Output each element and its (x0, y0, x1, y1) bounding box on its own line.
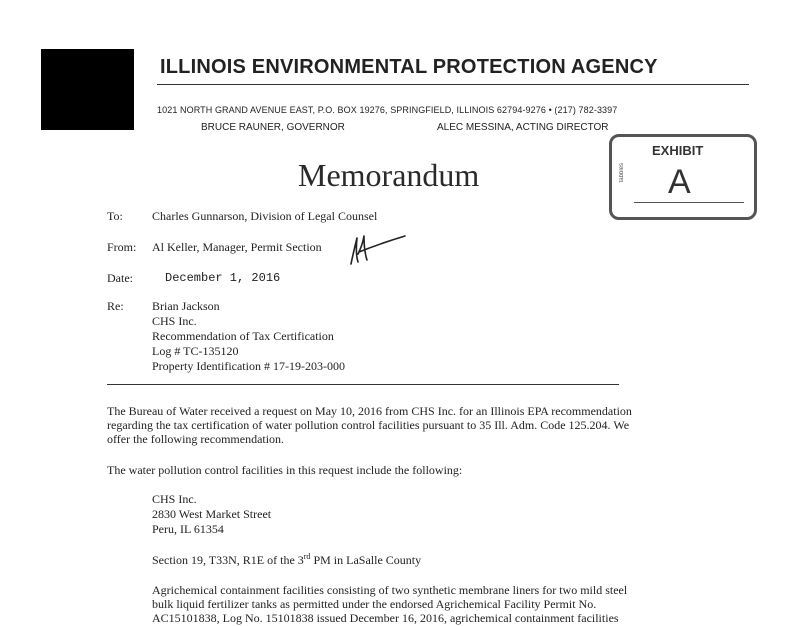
agency-name: ILLINOIS ENVIRONMENTAL PROTECTION AGENCY (160, 56, 658, 78)
governor-line: BRUCE RAUNER, GOVERNOR (201, 122, 345, 133)
date-value: December 1, 2016 (165, 271, 281, 285)
body-paragraph-line: regarding the tax certification of water pollution control facilities pursuant to 35 Ill. Adm. Code 125.204. We (107, 418, 630, 432)
exhibit-underline (634, 202, 744, 203)
from-value: Al Keller, Manager, Permit Section (152, 240, 322, 254)
re-line: Brian Jackson (152, 299, 220, 313)
description-line: AC15101838, Log No. 15101838 issued December 16, 2016, agrichemical containment facilities (152, 611, 619, 625)
re-line: Log # TC-135120 (152, 344, 239, 358)
exhibit-title: EXHIBIT (652, 143, 704, 158)
director-line: ALEC MESSINA, ACTING DIRECTOR (437, 122, 609, 133)
section-text-tail: PM in LaSalle County (310, 553, 422, 567)
body-paragraph-line: The Bureau of Water received a request on May 10, 2016 from CHS Inc. for an Illinois EPA recommendation (107, 404, 632, 418)
exhibit-letter: A (668, 163, 691, 201)
facility-address-line: CHS Inc. (152, 492, 197, 506)
letterhead-rule (157, 84, 749, 85)
section-superscript: rd (303, 552, 311, 561)
re-line: CHS Inc. (152, 314, 197, 328)
signature-initials (345, 232, 409, 268)
to-value: Charles Gunnarson, Division of Legal Counsel (152, 209, 378, 223)
description-line: bulk liquid fertilizer tanks as permitted under the endorsed Agrichemical Facility Permit No. (152, 597, 597, 611)
facilities-intro: The water pollution control facilities in this request include the following: (107, 463, 463, 477)
memo-title: Memorandum (298, 157, 480, 193)
to-label: To: (107, 209, 123, 223)
section-text: Section 19, T33N, R1E of the 3 (152, 553, 304, 567)
re-label: Re: (107, 299, 124, 313)
exhibit-tab-label: tabbles (619, 163, 625, 183)
from-label: From: (107, 240, 137, 254)
facility-address-line: 2830 West Market Street (152, 507, 272, 521)
agency-address: 1021 NORTH GRAND AVENUE EAST, P.O. BOX 19276, SPRINGFIELD, ILLINOIS 62794-9276 • (217) 782-3397 (157, 105, 618, 115)
header-divider (107, 384, 619, 385)
date-label: Date: (107, 271, 133, 285)
exhibit-sticker (609, 134, 757, 220)
facility-address-line: Peru, IL 61354 (152, 522, 224, 536)
section-location (152, 553, 421, 568)
agency-logo (41, 49, 134, 130)
re-line: Recommendation of Tax Certification (152, 329, 334, 343)
description-line: Agrichemical containment facilities consisting of two synthetic membrane liners for two mild steel (152, 583, 628, 597)
body-paragraph-line: offer the following recommendation. (107, 432, 285, 446)
re-line: Property Identification # 17-19-203-000 (152, 359, 345, 373)
